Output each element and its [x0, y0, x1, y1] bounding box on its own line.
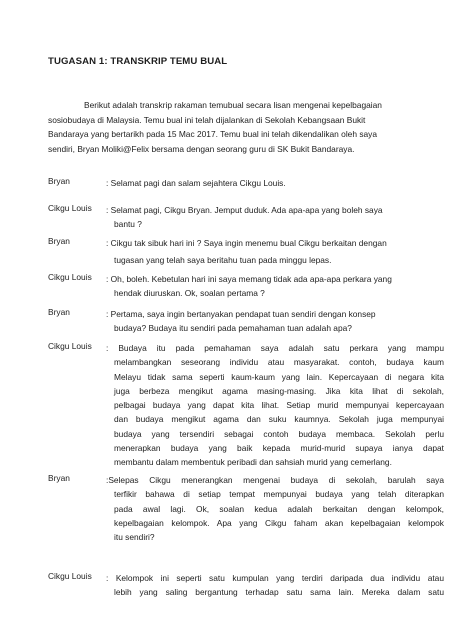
speaker-name: Cikgu Louis — [48, 571, 92, 581]
speech-text — [106, 571, 444, 600]
speech-line: bantu ? — [114, 219, 142, 230]
speaker-name: Cikgu Louis — [48, 203, 92, 213]
speech-line: : Oh, boleh. Kebetulan hari ini saya memang tidak ada apa-apa perkara yang — [106, 274, 392, 284]
speaker-name: Bryan — [48, 236, 70, 246]
speech-line: menerapkan budaya yang baik kepada murid-murid supaya ianya dapat — [114, 443, 444, 454]
speech-line: hendak diuruskan. Ok, soalan pertama ? — [114, 288, 265, 299]
speech-text — [106, 307, 444, 336]
speech-line: melambangkan seseorang individu atau masyarakat. contoh, budaya kaum — [114, 357, 444, 368]
speech-text — [106, 203, 444, 232]
speech-line: : Selamat pagi, Cikgu Bryan. Jemput duduk. Ada apa-apa yang boleh saya — [106, 205, 383, 215]
speech-text — [106, 236, 444, 268]
speech-line: kepelbagaian kelompok. Apa yang Cikgu faham akan kepelbagaian kelompok — [114, 517, 444, 528]
speech-line: : Pertama, saya ingin bertanyakan pendapat tuan sendiri dengan konsep — [106, 309, 376, 319]
speech-text — [106, 176, 444, 190]
speaker-name: Cikgu Louis — [48, 341, 92, 351]
speaker-name: Cikgu Louis — [48, 272, 92, 282]
speech-line: lebih yang saling bergantung terhadap satu sama lain. Mereka dalam satu — [114, 587, 444, 598]
speech-text — [106, 272, 444, 301]
speech-line: :Selepas Cikgu menerangkan mengenai budaya di sekolah, barulah saya — [106, 475, 444, 485]
speech-line: : Cikgu tak sibuk hari ini ? Saya ingin menemu bual Cikgu berkaitan dengan — [106, 238, 387, 248]
speech-line: : Selamat pagi dan salam sejahtera Cikgu Louis. — [106, 178, 286, 188]
speech-text — [106, 341, 444, 470]
speech-line: dan budaya mengikut agama dan suku kaumnya. Sekolah juga mempunyai — [114, 414, 444, 425]
speech-line: budaya yang tersendiri sebagai contoh budaya membaca. Sekolah perlu — [114, 428, 444, 439]
intro-line: sendiri, Bryan Moliki@Felix bersama dengan seorang guru di SK Bukit Bandaraya. — [48, 143, 355, 154]
speech-text — [106, 473, 444, 544]
speech-line: : Kelompok ini seperti satu kumpulan yang terdiri daripada dua individu atau — [106, 573, 444, 583]
intro-line: sosiobudaya di Malaysia. Temu bual ini telah dijalankan di Sekolah Kebangsaan Bukit — [48, 114, 366, 125]
speaker-name: Bryan — [48, 307, 70, 317]
speech-line: itu sendiri? — [114, 532, 155, 543]
speech-line: terfikir bahawa di setiap tempat mempunyai budaya yang telah diterapkan — [114, 489, 444, 500]
speech-line: juga berbeza mengikut agama masing-masing. Jika kita lihat di sekolah, — [114, 385, 444, 396]
speech-line: Melayu tidak sama seperti kaum-kaum yang lain. Kepercayaan di negara kita — [114, 371, 444, 382]
intro-line: Bandaraya yang bertarikh pada 15 Mac 2017. Temu bual ini telah dikendalikan oleh saya — [48, 129, 378, 139]
intro-line: Berikut adalah transkrip rakaman temubual secara lisan mengenai kepelbagaian — [84, 100, 382, 110]
speech-line: pada awal lagi. Ok, soalan kedua adalah berkaitan dengan kelompok, — [114, 503, 444, 514]
speaker-name: Bryan — [48, 473, 70, 483]
speech-line: tugasan yang telah saya beritahu tuan pada minggu lepas. — [114, 255, 332, 266]
speech-line: budaya? Budaya itu sendiri pada pemahaman tuan adalah apa? — [114, 323, 352, 334]
speech-line: membantu dalam membentuk peribadi dan sahsiah murid yang cemerlang. — [114, 457, 392, 468]
speech-line: pelbagai budaya yang dapat kita lihat. Setiap murid mempunyai kepercayaan — [114, 400, 444, 411]
intro-paragraph — [48, 98, 428, 156]
document-title: TUGASAN 1: TRANSKRIP TEMU BUAL — [48, 56, 228, 67]
speaker-name: Bryan — [48, 176, 70, 186]
speech-line: : Budaya itu pada pemahaman saya adalah satu perkara yang mampu — [106, 343, 444, 353]
